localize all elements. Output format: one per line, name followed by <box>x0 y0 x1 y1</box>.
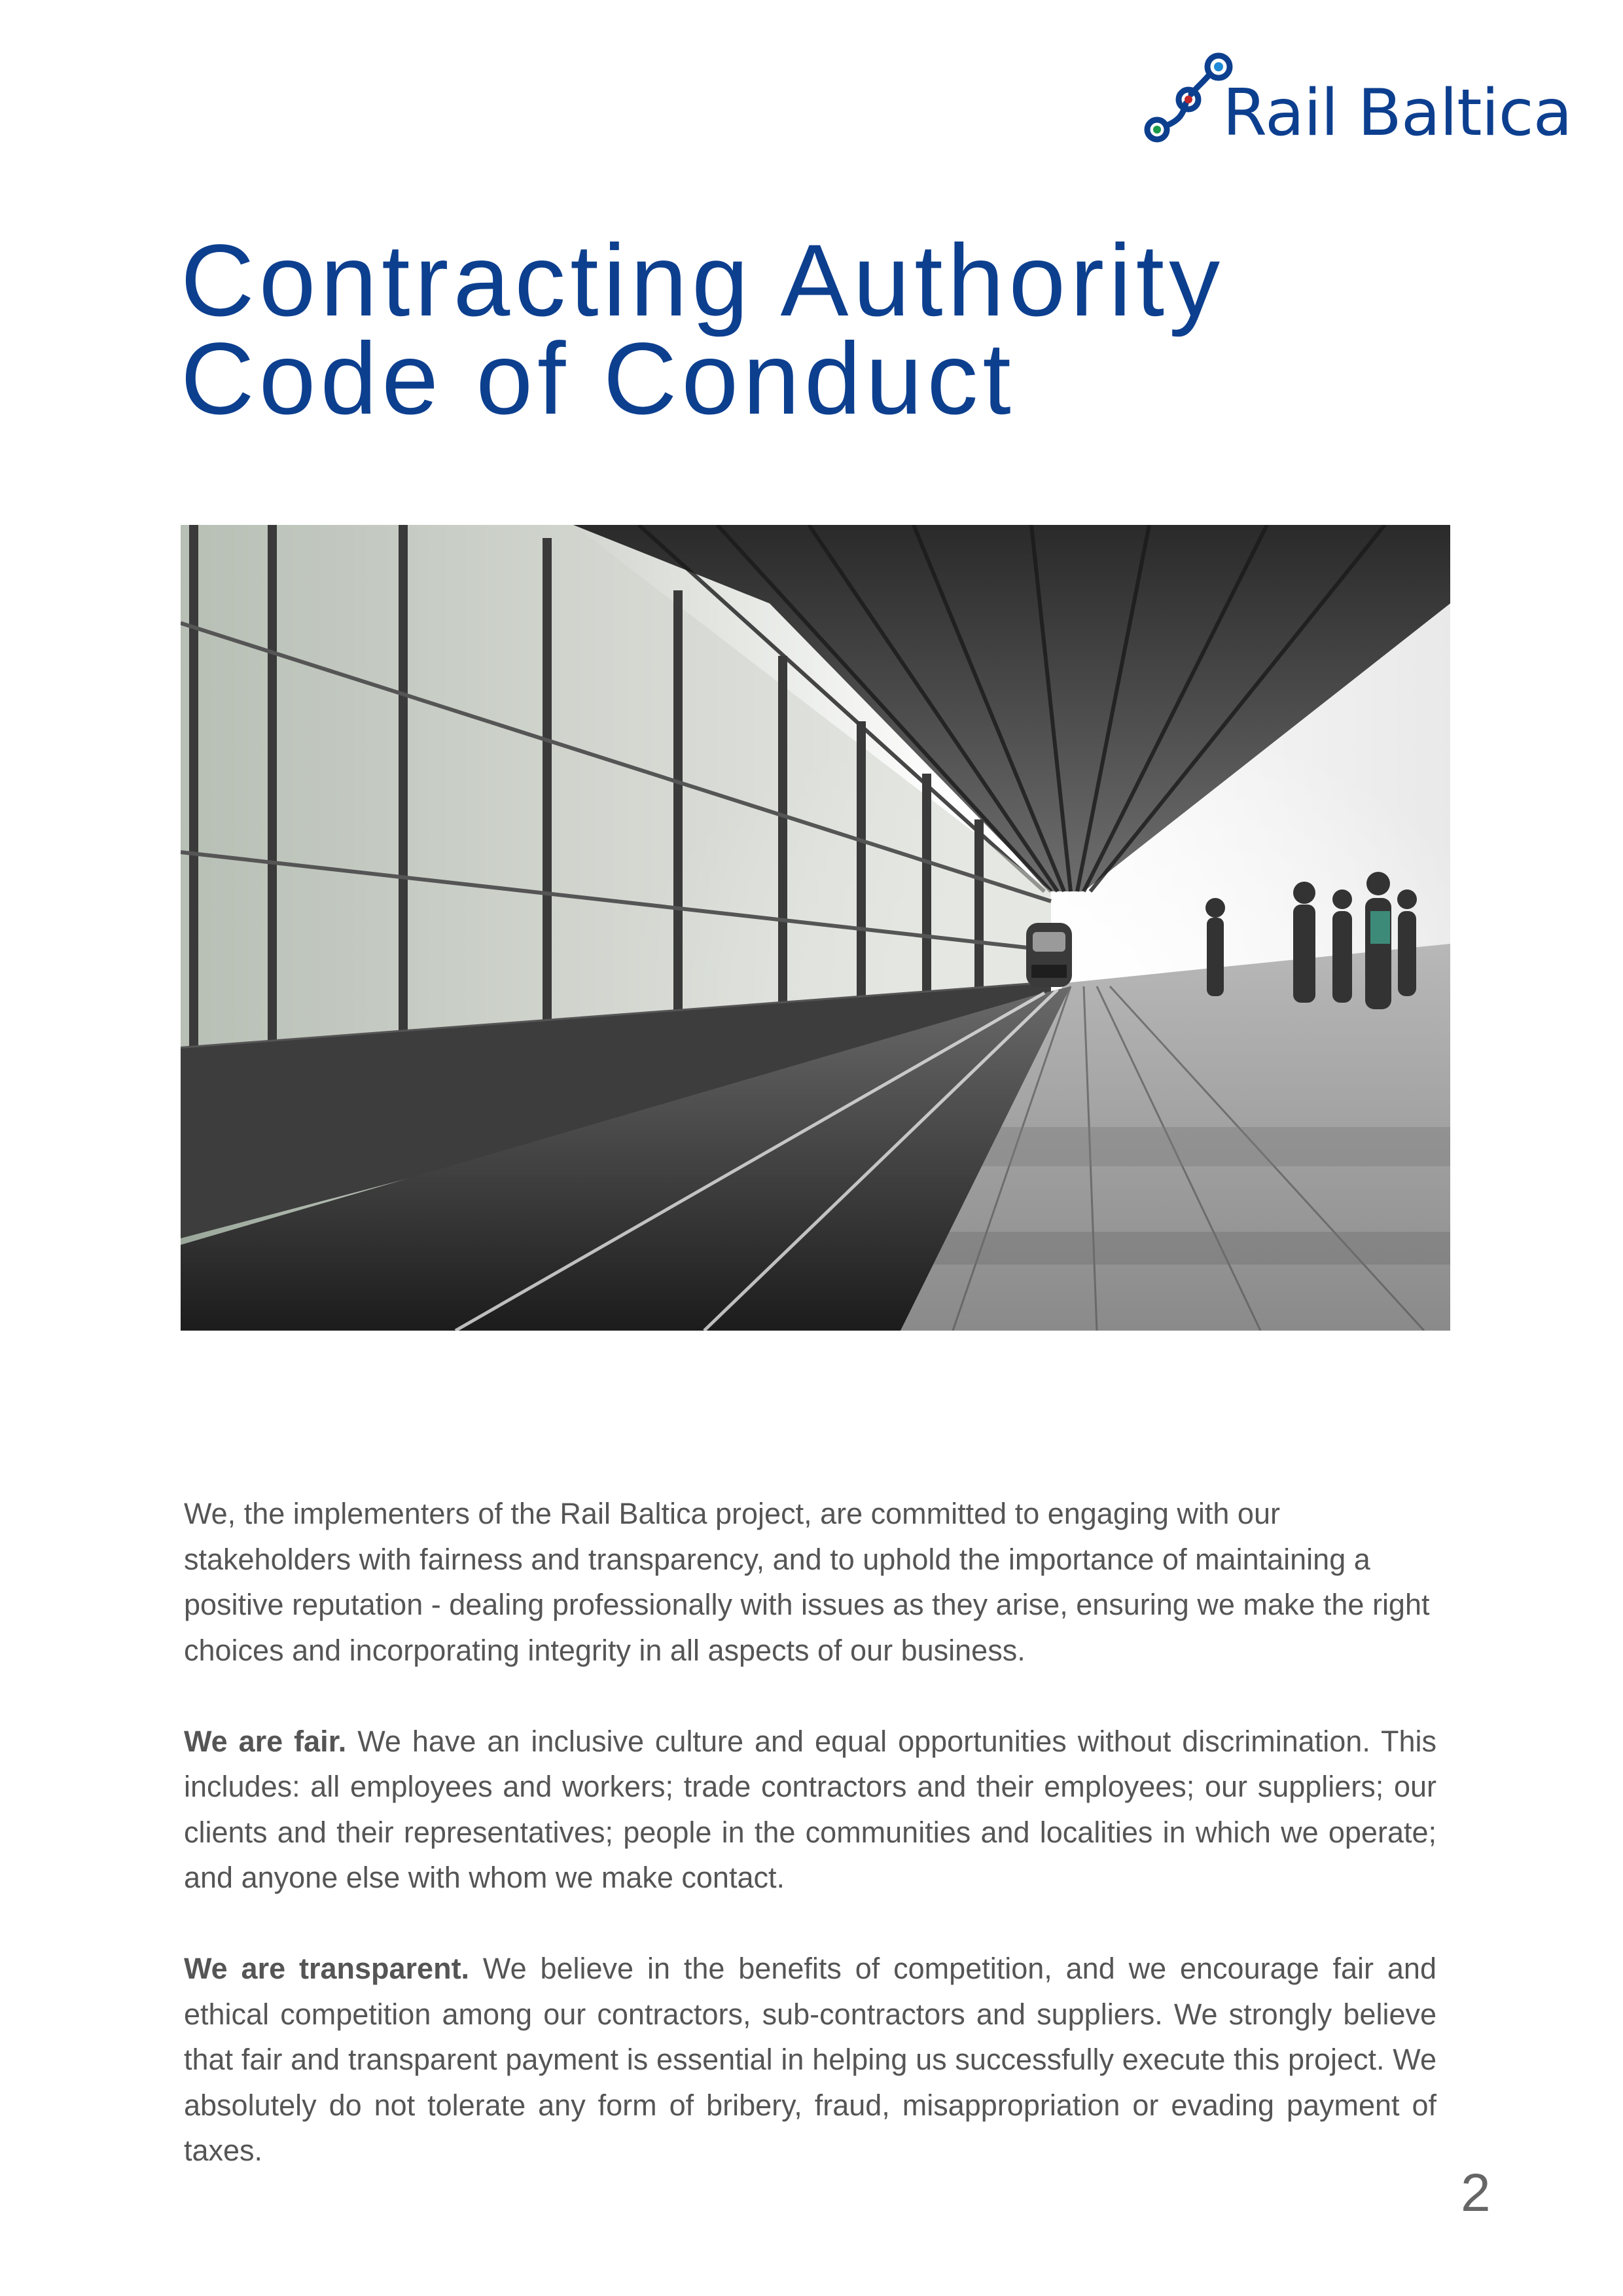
fairness-paragraph <box>184 1719 1436 1901</box>
body-text <box>184 1491 1436 2219</box>
fairness-text: We have an inclusive culture and equal opportunities without discrimination. This includes: all employees and workers; trade contractors and their employees; our suppliers; our clients and their representatives; people in the communities and localities in which we operate; and anyone else with whom we make contact. <box>184 1724 1436 1894</box>
logo-wordmark: Rail Baltica <box>1222 76 1572 151</box>
transparency-text: We believe in the benefits of competition, and we encourage fair and ethical competition among our contractors, sub-contractors and suppliers. We strongly believe that fair and transparent payment is essential in helping us successfully execute this project. We absolutely do not tolerate any form of bribery, fraud, misappropriation or evading payment of taxes. <box>184 1952 1436 2167</box>
page-title <box>181 224 1225 436</box>
transparency-paragraph <box>184 1946 1436 2174</box>
intro-paragraph <box>184 1491 1436 1673</box>
title-line-2: Code of Conduct <box>181 322 1016 436</box>
page-number: 2 <box>1461 2163 1491 2223</box>
intro-paragraph-text: We, the implementers of the Rail Baltica project, are committed to engaging with our stakeholders with fairness and transparency, and to uphold the importance of maintaining a positive reputation - dealing professionally with issues as they arise, ensuring we make the right choices and incorporating integrity in all aspects of our business. <box>184 1497 1430 1667</box>
photo-illustration <box>181 525 1450 1331</box>
train-platform-photo <box>181 525 1450 1331</box>
fairness-lead: We are fair. <box>184 1724 347 1758</box>
rail-baltica-logo <box>1137 43 1572 154</box>
transparency-lead: We are transparent. <box>184 1952 470 1985</box>
title-line-1: Contracting Authority <box>181 224 1225 338</box>
